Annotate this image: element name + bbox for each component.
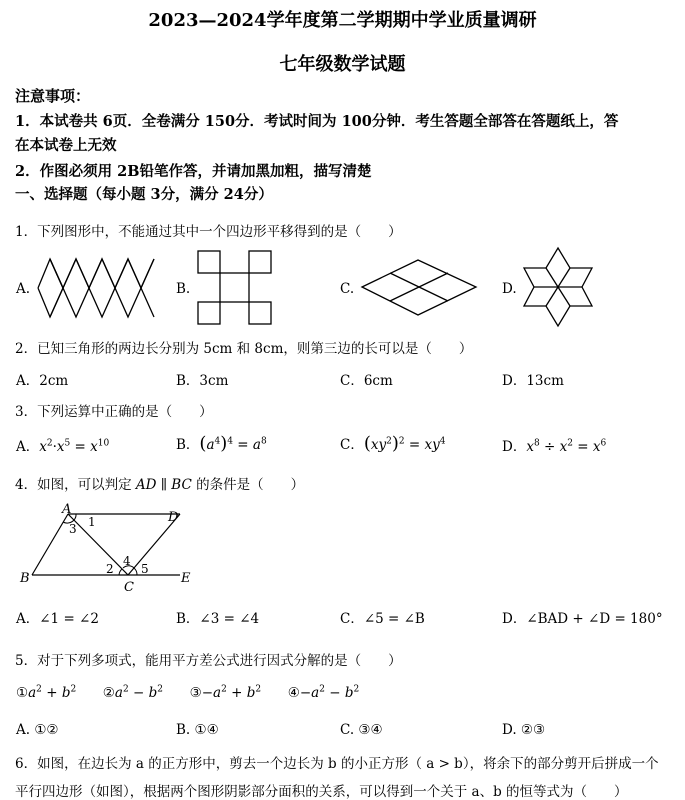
q6-stem-cont: 平行四边形（如图），根据两个图形阴影部分面积的关系，可以得到一个关于 a、b 的恒等式为（ ）	[15, 784, 628, 800]
q1-option-b[interactable]: B.	[176, 281, 191, 297]
q4-angle-5: 5	[141, 562, 149, 576]
q4-angle-2: 2	[106, 562, 114, 576]
q1-stem: 1．下列图形中，不能通过其中一个四边形平移得到的是（ ）	[15, 224, 402, 240]
q5-option-c[interactable]: C. ③④	[340, 722, 383, 738]
q5-option-a[interactable]: A. ①②	[16, 722, 59, 738]
q5-expressions	[16, 684, 359, 701]
q4-label-c: C	[124, 580, 134, 595]
q2-option-a[interactable]: A．2cm	[16, 373, 69, 389]
q1-figure-b	[197, 250, 273, 326]
q2-option-b[interactable]: B．3cm	[176, 373, 229, 389]
q2-option-c[interactable]: C．6cm	[340, 373, 393, 389]
q3-label-d: D．	[502, 439, 527, 455]
q4-label-a: A	[62, 502, 72, 517]
q3-label-c: C．	[340, 437, 364, 453]
q2-option-d[interactable]: D．13cm	[502, 373, 564, 389]
notice-item-1-cont: 在本试卷上无效	[15, 137, 117, 154]
notice-item-1: 1．本试卷共 6页．全卷满分 150分．考试时间为 100分钟．考生答题全部答在答题纸上，答	[15, 113, 619, 130]
q4-figure	[18, 503, 198, 595]
q1-figure-c	[360, 258, 478, 318]
q3-label-a: A．	[16, 439, 40, 455]
q4-angle-1: 1	[88, 515, 96, 529]
q5-item-1: $①a^2 + b^2$	[16, 684, 77, 701]
q3-option-d[interactable]: D．$x^8 \div x^2 = x^6$	[502, 438, 607, 455]
notice-heading: 注意事项：	[15, 87, 91, 105]
q4-stem-math: AD ∥ BC	[135, 477, 192, 493]
q1-option-a[interactable]: A.	[16, 281, 31, 297]
exam-subtitle: 七年级数学试题	[279, 54, 406, 75]
q5-stem: 5．对于下列多项式，能用平方差公式进行因式分解的是（ ）	[15, 653, 402, 669]
section-title: 一、选择题（每小题 3分，满分 24分）	[15, 186, 273, 203]
q4-option-d[interactable]: D．∠BAD + ∠D = 180°	[502, 611, 663, 627]
q2-stem: 2．已知三角形的两边长分别为 5cm 和 8cm，则第三边的长可以是（ ）	[15, 341, 473, 357]
q3-label-b: B．	[176, 437, 200, 453]
q4-label-d: D	[168, 510, 179, 525]
q3-option-b[interactable]: B．$(a^4)^4 = a^8$	[176, 433, 267, 454]
q1-figure-a	[36, 257, 156, 319]
q3-option-c[interactable]: C．$(xy^2)^2 = xy^4$	[340, 433, 446, 454]
q4-option-c[interactable]: C．∠5 = ∠B	[340, 611, 425, 627]
q4-label-b: B	[20, 571, 30, 586]
q4-option-a[interactable]: A．∠1 = ∠2	[16, 611, 99, 627]
notice-item-2: 2．作图必须用 2B铅笔作答，并请加黑加粗，描写清楚	[15, 163, 372, 180]
q5-option-d[interactable]: D. ②③	[502, 722, 546, 738]
q4-option-b[interactable]: B．∠3 = ∠4	[176, 611, 260, 627]
q1-figure-d	[522, 246, 594, 328]
q6-stem: 6．如图，在边长为 a 的正方形中，剪去一个边长为 b 的小正方形（ a > b），将余下的部分剪开后拼成一个	[15, 756, 659, 772]
q5-item-3: $③-a^2 + b^2$	[189, 684, 262, 701]
q4-angle-4: 4	[123, 554, 131, 568]
q5-option-b[interactable]: B. ①④	[176, 722, 219, 738]
q3-option-a[interactable]: A．$x^2\cdot x^5 = x^{10}$	[16, 438, 110, 455]
exam-title: 2023—2024学年度第二学期期中学业质量调研	[148, 10, 537, 31]
q4-stem: 4．如图，可以判定 AD ∥ BC 的条件是（ ）	[15, 477, 305, 493]
q5-item-2: $②a^2 - b^2$	[102, 684, 163, 701]
q4-label-e: E	[181, 571, 191, 586]
q5-item-4: $④-a^2 - b^2$	[287, 684, 360, 701]
q1-option-c[interactable]: C.	[340, 281, 355, 297]
q1-option-d[interactable]: D.	[502, 281, 517, 297]
q3-stem: 3．下列运算中正确的是（ ）	[15, 404, 213, 420]
q4-angle-3: 3	[69, 522, 77, 536]
